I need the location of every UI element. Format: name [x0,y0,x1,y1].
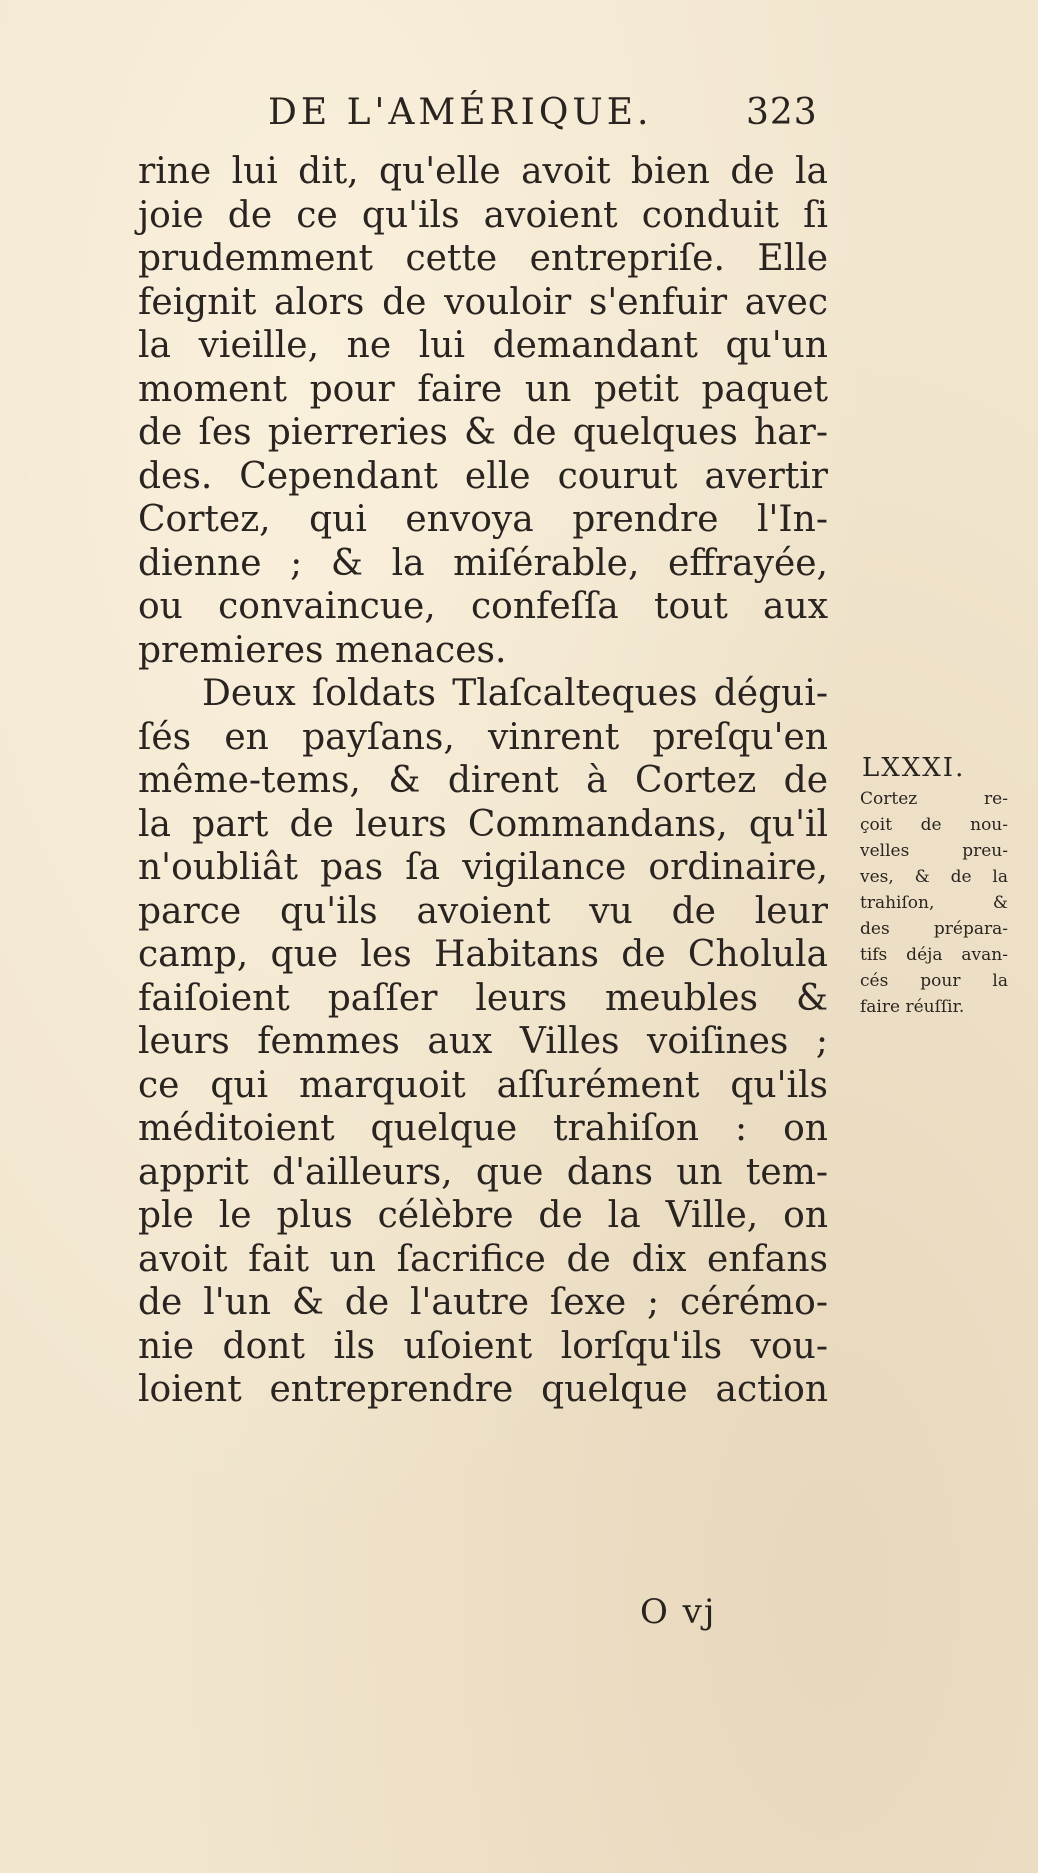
text-line: des. Cependant elle courut avertir [138,455,828,497]
text-line: n'oubliât pas ſa vigilance ordinaire, [138,847,828,888]
text-line: dienne ; & la miſérable, effrayée, [138,542,828,584]
text-line: prudemment cette entrepriſe. Elle [138,238,828,279]
text-line: ce qui marquoit aſſurément qu'ils [138,1064,828,1106]
margin-note-line: tifs déja avan- [860,945,1008,965]
margin-note-line: çoit de nou- [860,815,1008,835]
text-line: ou convaincue, confeſſa tout aux [138,586,828,627]
text-line: la part de leurs Commandans, qu'il [138,803,828,845]
margin-note-line: ves, & de la [860,867,1008,887]
text-line: apprit d'ailleurs, que dans un tem- [138,1151,828,1193]
text-line: même-tems, & dirent à Cortez de [138,760,828,801]
text-line: parce qu'ils avoient vu de leur [138,890,828,932]
text-line: premieres menaces. [138,629,507,671]
margin-note [860,750,1008,1020]
text-line: loient entreprendre quelque action [138,1369,828,1410]
text-line: joie de ce qu'ils avoient conduit ſi [138,194,828,236]
margin-note-line: cés pour la [860,971,1008,991]
text-line: feignit alors de vouloir s'enfuir avec [138,281,828,323]
running-title: DE L'AMÉRIQUE. [268,92,653,133]
text-line: nie dont ils uſoient lorſqu'ils vou- [138,1325,828,1367]
text-line: Cortez, qui envoya prendre l'In- [138,499,828,540]
margin-note-line: des prépara- [860,919,1008,939]
text-line: de ſes pierreries & de quelques har- [138,412,828,453]
text-line: faiſoient paſſer leurs meubles & [138,977,828,1019]
text-line: ple le plus célèbre de la Ville, on [138,1195,828,1236]
margin-note-line: trahiſon, & [860,893,1008,913]
text-line: rine lui dit, qu'elle avoit bien de la [138,151,828,192]
text-line: ſés en payſans, vinrent preſqu'en [138,716,828,758]
margin-note-line: Cortez re- [860,789,1008,809]
text-line: leurs femmes aux Villes voiſines ; [138,1021,828,1062]
margin-note-number: LXXXI. [862,753,966,783]
paragraph-2 [138,672,828,1412]
page-header [268,92,828,148]
main-text [138,150,828,1412]
text-line: méditoient quelque trahiſon : on [138,1108,828,1149]
margin-note-line: faire réuſſir. [860,997,965,1017]
page-number: 323 [746,92,818,133]
text-line: la vieille, ne lui demandant qu'un [138,325,828,366]
text-line: avoit fait un ſacrifice de dix enfans [138,1238,828,1280]
paragraph-1 [138,150,828,672]
margin-note-line: velles preu- [860,841,1008,861]
text-line: moment pour faire un petit paquet [138,368,828,410]
text-line: camp, que les Habitans de Cholula [138,934,828,975]
text-line: de l'un & de l'autre ſexe ; cérémo- [138,1282,828,1323]
text-line: Deux ſoldats Tlaſcalteques dégui- [202,673,828,714]
signature-mark: O vj [640,1592,717,1632]
